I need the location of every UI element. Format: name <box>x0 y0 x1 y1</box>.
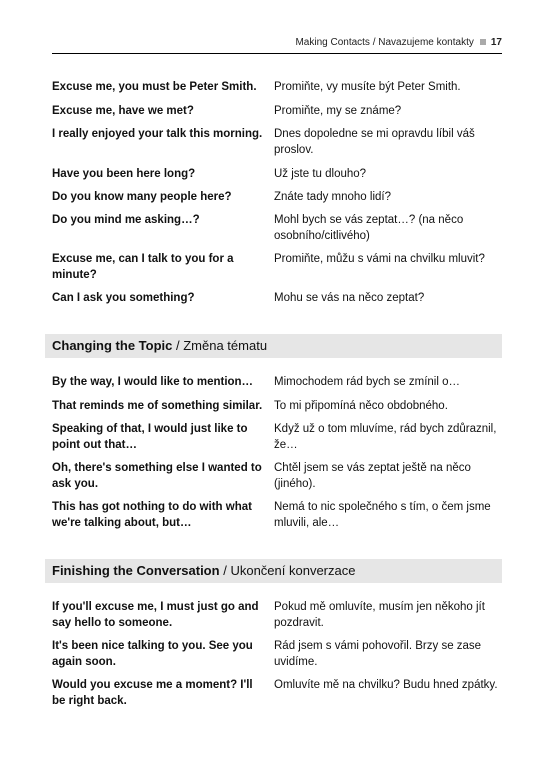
english-phrase: Do you mind me asking…? <box>52 214 200 226</box>
english-phrase: Have you been here long? <box>52 168 196 180</box>
czech-translation: Promiňte, vy musíte být Peter Smith. <box>274 81 461 93</box>
czech-translation: Znáte tady mnoho lidí? <box>274 191 391 203</box>
czech-translation: Nemá to nic společného s tím, o čem jsme mluvili, ale… <box>274 501 491 529</box>
section-title-czech: Ukončení konverzace <box>230 563 356 578</box>
czech-translation: Mimochodem rád bych se zmínil o… <box>274 376 460 388</box>
english-phrase: This has got nothing to do with what we're talking about, but… <box>52 501 252 529</box>
running-title: Making Contacts / Navazujeme kontakty <box>295 37 474 48</box>
english-phrase: Do you know many people here? <box>52 191 232 203</box>
english-phrase: It's been nice talking to you. See you again soon. <box>52 640 253 668</box>
english-phrase: Excuse me, have we met? <box>52 105 194 117</box>
english-phrase: That reminds me of something similar. <box>52 400 263 412</box>
english-phrase: Speaking of that, I would just like to point out that… <box>52 423 248 451</box>
english-phrase: Excuse me, you must be Peter Smith. <box>52 81 257 93</box>
section-heading-finishing-conversation <box>45 559 502 583</box>
czech-translation: To mi připomíná něco obdobného. <box>274 400 448 412</box>
running-header <box>52 37 502 48</box>
czech-translation: Mohu se vás na něco zeptat? <box>274 292 425 304</box>
czech-translation: Promiňte, můžu s vámi na chvilku mluvit? <box>274 253 485 265</box>
square-bullet-icon <box>480 39 486 45</box>
czech-translation: Pokud mě omluvíte, musím jen někoho jít pozdravit. <box>274 601 485 629</box>
english-phrase: By the way, I would like to mention… <box>52 376 254 388</box>
section-title-english: Finishing the Conversation <box>52 563 220 578</box>
english-phrase: Can I ask you something? <box>52 292 195 304</box>
czech-translation: Chtěl jsem se vás zeptat ještě na něco (jiného). <box>274 462 471 490</box>
section-title-separator: / <box>175 338 180 353</box>
english-phrase: Oh, there's something else I wanted to ask you. <box>52 462 262 490</box>
header-rule <box>52 53 502 54</box>
section-title-english: Changing the Topic <box>52 338 173 353</box>
english-phrase: Excuse me, can I talk to you for a minute? <box>52 253 234 281</box>
czech-translation: Rád jsem s vámi pohovořil. Brzy se zase uvidíme. <box>274 640 482 668</box>
english-phrase: Would you excuse me a moment? I'll be right back. <box>52 679 253 707</box>
section-heading-changing-topic <box>45 334 502 358</box>
czech-translation: Mohl bych se vás zeptat…? (na něco osobního/citlivého) <box>274 214 464 242</box>
section-title-czech: Změna tématu <box>183 338 268 353</box>
czech-translation: Dnes dopoledne se mi opravdu líbil váš proslov. <box>274 128 475 156</box>
page-number: 17 <box>490 37 502 48</box>
czech-translation: Už jste tu dlouho? <box>274 168 367 180</box>
czech-translation: Omluvíte mě na chvilku? Budu hned zpátky. <box>274 679 498 691</box>
english-phrase: I really enjoyed your talk this morning. <box>52 128 263 140</box>
czech-translation: Promiňte, my se známe? <box>274 105 402 117</box>
czech-translation: Když už o tom mluvíme, rád bych zdůraznil, že… <box>274 423 497 451</box>
english-phrase: If you'll excuse me, I must just go and say hello to someone. <box>52 601 259 629</box>
section-title-separator: / <box>223 563 227 578</box>
